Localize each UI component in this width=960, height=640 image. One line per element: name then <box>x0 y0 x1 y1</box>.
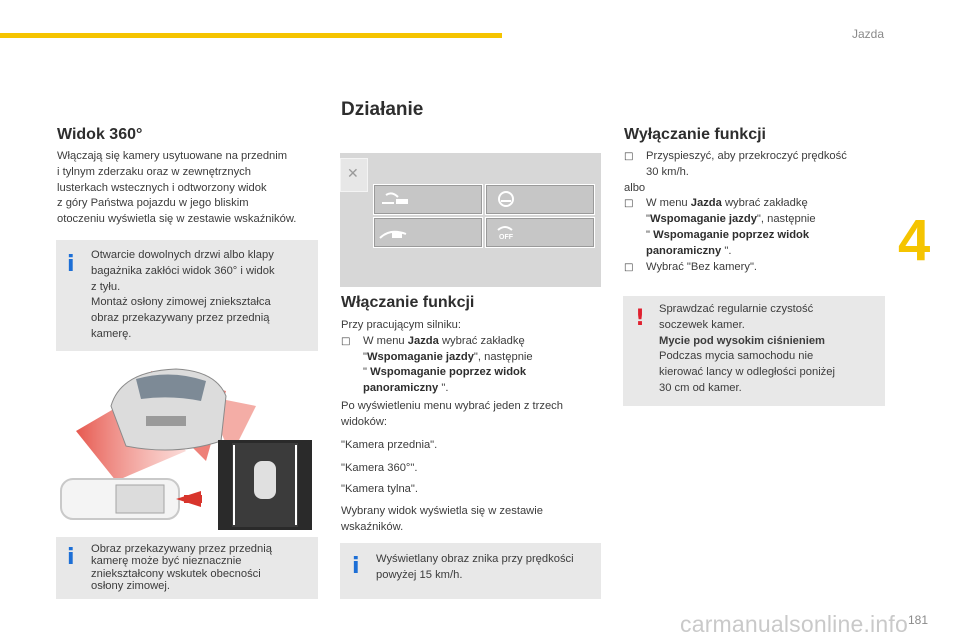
disable-step <box>624 196 886 259</box>
checkbox-bullet-icon: □ <box>624 198 634 210</box>
park-assist-off-icon <box>486 218 594 247</box>
info-note-text <box>91 248 313 343</box>
note-line: 30 cm od kamer. <box>659 381 742 394</box>
text: " <box>363 350 367 363</box>
heading-wylaczanie-funkcji: Wyłączanie funkcji <box>624 126 766 143</box>
warning-note-text <box>659 302 881 397</box>
intro-line: Włączają się kamery usytuowane na przednim <box>57 150 288 162</box>
view-360: "Kamera 360°". <box>341 462 418 474</box>
note-line: osłony zimowej. <box>91 580 170 593</box>
intro-line: lusterkach wstecznych i odtworzony widok <box>57 181 267 194</box>
note-line: bagażnika zakłóci widok 360° i widok <box>91 264 275 277</box>
checkbox-bullet-icon: □ <box>624 261 634 273</box>
result-text <box>341 504 603 536</box>
text: 30 km/h. <box>646 165 689 178</box>
text: ". <box>721 244 732 257</box>
arrow-shaft <box>184 495 202 503</box>
enable-step <box>341 334 603 397</box>
text: Wybrać "Bez kamery". <box>646 260 758 273</box>
view-front: "Kamera przednia". <box>341 439 438 451</box>
note-line: zniekształcony wskutek obecności <box>91 567 261 580</box>
close-button <box>340 158 368 192</box>
watermark: carmanualsonline.info <box>680 611 908 637</box>
disable-instructions <box>624 149 886 275</box>
info-icon: i <box>352 554 360 579</box>
select-view-text <box>341 399 603 431</box>
camera-view-tile <box>373 217 483 248</box>
touchscreen-menu-image <box>340 153 601 287</box>
checkbox-bullet-icon: □ <box>624 151 634 162</box>
checkbox-bullet-icon: □ <box>341 335 351 347</box>
heading-widok-360: Widok 360° <box>57 126 143 143</box>
item-name: Wspomaganie poprzez widok <box>653 228 810 241</box>
text: W menu <box>363 334 408 347</box>
info-note-text <box>91 543 313 593</box>
note-line: Otwarcie dowolnych drzwi albo klapy <box>91 249 274 261</box>
enable-instructions <box>341 318 603 397</box>
menu-name: Jazda <box>690 197 722 210</box>
info-note-doors <box>56 240 318 351</box>
item-name: panoramiczny <box>363 382 439 395</box>
close-icon: ✕ <box>347 166 359 182</box>
or-text: albo <box>624 181 646 194</box>
accent-bar <box>0 33 502 38</box>
note-line: kierować lancy w odległości poniżej <box>659 366 835 379</box>
disable-step <box>624 260 886 276</box>
park-assist-off-tile <box>485 217 595 248</box>
item-name: panoramiczny <box>646 244 722 257</box>
note-line: obraz przekazywany przez przednią <box>91 312 270 325</box>
info-icon: i <box>67 252 75 277</box>
rear-area-box <box>116 485 164 513</box>
park-assist-icon <box>374 185 482 214</box>
section-title: Jazda <box>851 27 884 41</box>
text: wybrać zakładkę <box>721 197 808 210</box>
car-grille <box>146 416 186 426</box>
menu-name: Jazda <box>407 334 439 347</box>
intro-paragraph <box>57 149 322 228</box>
camera-view-icon <box>374 218 482 247</box>
text: ", następnie <box>756 213 816 226</box>
tab-name: Wspomaganie jazdy <box>649 213 757 226</box>
note-line: Sprawdzać regularnie czystość <box>659 303 814 315</box>
heading-dzialanie: Działanie <box>341 99 424 120</box>
car-windshield <box>136 374 206 401</box>
lead-text: Przy pracującym silniku: <box>341 319 461 331</box>
info-icon: i <box>67 545 75 570</box>
intro-line: i tylnym zderzaku oraz w zewnętrznych <box>57 165 251 178</box>
disable-step <box>624 149 886 181</box>
text: ", następnie <box>473 350 533 363</box>
park-assist-tile <box>373 184 483 215</box>
note-line: Obraz przekazywany przez przednią <box>91 543 272 555</box>
info-note-winter-cover <box>56 537 318 599</box>
text: " <box>363 366 371 379</box>
intro-line: z góry Państwa pojazdu w jego bliskim <box>57 197 249 210</box>
note-line: Wyświetlany obraz znika przy prędkości <box>376 553 574 565</box>
info-note-speed <box>340 543 601 599</box>
text: wybrać zakładkę <box>438 334 525 347</box>
intro-line: otoczeniu wyświetla się w zestawie wskaźników. <box>57 213 297 226</box>
chapter-number: 4 <box>898 208 931 273</box>
camera-coverage-diagram <box>56 361 316 531</box>
blind-spot-icon <box>486 185 594 214</box>
page-number: 181 <box>908 613 929 627</box>
note-line: Montaż osłony zimowej zniekształca <box>91 296 271 309</box>
item-name: Wspomaganie poprzez widok <box>370 366 527 379</box>
text: ". <box>438 382 449 395</box>
text: " <box>646 228 654 241</box>
text: " <box>646 213 650 226</box>
note-line: kamerę. <box>91 327 132 340</box>
warning-note-cleaning <box>623 296 885 406</box>
note-line: soczewek kamer. <box>659 318 745 331</box>
text: W menu <box>646 197 691 210</box>
view-rear: "Kamera tylna". <box>341 483 418 495</box>
text: Przyspieszyć, aby przekroczyć prędkość <box>646 150 847 162</box>
note-line: kamerę może być nieznacznie <box>91 555 242 568</box>
text-line: Po wyświetleniu menu wybrać jeden z trzech <box>341 400 563 412</box>
note-bold-line: Mycie pod wysokim ciśnieniem <box>659 334 826 347</box>
text-line: wskaźników. <box>341 520 404 533</box>
note-line: Podczas mycia samochodu nie <box>659 350 814 363</box>
note-line: z tyłu. <box>91 280 121 293</box>
text-line: widoków: <box>341 415 388 428</box>
info-note-text <box>376 552 598 584</box>
note-line: powyżej 15 km/h. <box>376 568 463 581</box>
heading-wlaczanie-funkcji: Włączanie funkcji <box>341 294 475 311</box>
tab-name: Wspomaganie jazdy <box>366 350 474 363</box>
car-top-icon <box>254 461 276 499</box>
text-line: Wybrany widok wyświetla się w zestawie <box>341 505 543 517</box>
blind-spot-tile <box>485 184 595 215</box>
off-label: OFF <box>499 234 513 241</box>
warning-icon: ! <box>635 306 646 331</box>
